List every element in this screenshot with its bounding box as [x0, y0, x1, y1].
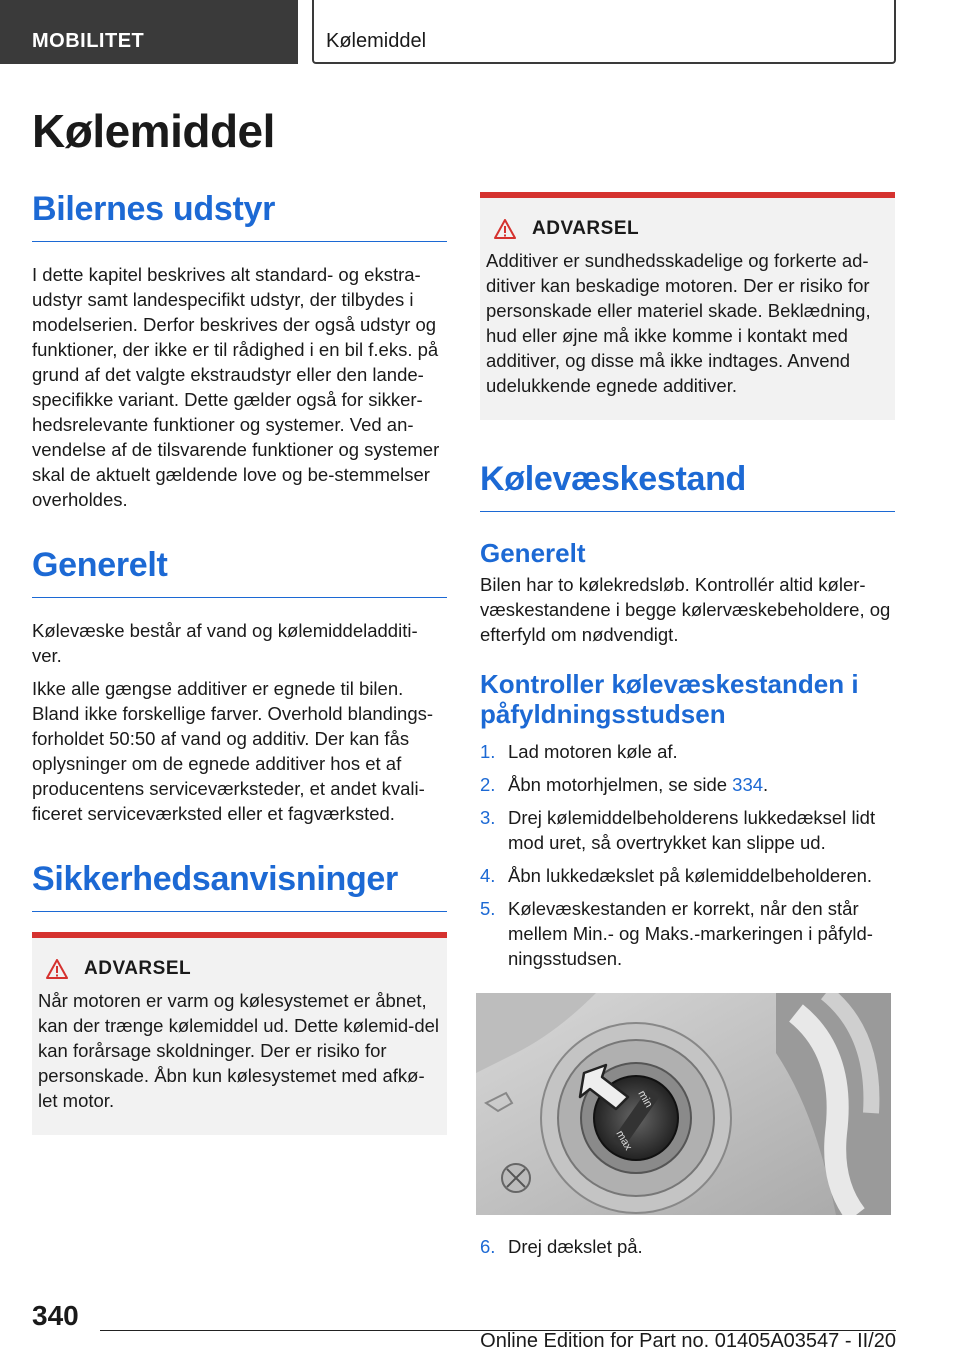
subheading-kontroller: Kontroller kølevæskestanden i påfyldningsstudsen	[480, 669, 859, 729]
step-text: Lad motoren køle af.	[508, 741, 678, 762]
heading-generelt: Generelt	[32, 546, 447, 598]
page-title: Kølemiddel	[32, 105, 275, 157]
step-number: 3.	[480, 807, 496, 828]
step-text: Drej kølemiddelbeholderens lukkedæksel lidt mod uret, så overtrykket kan slippe ud.	[508, 807, 876, 853]
photo-label-min: min	[635, 1088, 655, 1110]
warning-triangle-icon	[46, 959, 68, 979]
warning-box-left	[32, 932, 447, 1135]
list-item	[480, 772, 895, 797]
heading-kolevaeskestand: Kølevæskestand	[480, 460, 895, 512]
step-number: 6.	[480, 1236, 496, 1257]
right-column	[480, 192, 895, 1267]
page-reference-link[interactable]: 334	[732, 774, 764, 795]
step-number: 5.	[480, 898, 496, 919]
warning-box-right	[480, 192, 895, 420]
text-kolevaeske-generelt: Bilen har to kølekredsløb. Kontrollér altid køler-væskestandene i begge kølervæskebeholdere, og efterfyld om nødvendigt.	[480, 574, 891, 645]
warning-label: ADVARSEL	[84, 958, 192, 979]
header-chapter-title: Kølemiddel	[312, 0, 896, 64]
text-generelt-2: Ikke alle gængse additiver er egnede til bilen. Bland ikke forskellige farver. Overhold blandings-forholdet 50:50 af vand og additiv. Der kan fås oplysninger om de egnede additiver hos et af producentens serviceværksteder, et andet kvali-ficeret serviceværksted eller et fagværksted.	[32, 678, 434, 824]
warning-header	[494, 218, 887, 240]
step-text-main: Åbn motorhjelmen, se side	[508, 774, 733, 795]
warning-triangle-icon	[494, 219, 516, 239]
footer-edition: Online Edition for Part no. 01405A03547 - II/20	[480, 1330, 896, 1352]
step-number: 1.	[480, 741, 496, 762]
step-text-after: .	[763, 774, 769, 795]
step-number: 4.	[480, 865, 496, 886]
warning-header	[46, 958, 439, 980]
step-number: 2.	[480, 774, 496, 795]
heading-sikkerhedsanvisninger: Sikkerhedsanvisninger	[32, 860, 447, 912]
list-item	[480, 739, 895, 764]
warning-text-left: Når motoren er varm og kølesystemet er åbnet, kan der trænge kølemiddel ud. Dette kølemid-del kan forårsage skoldninger. Der er risiko for personskade. Åbn kun kølesystemet med afkø-let motor.	[38, 990, 440, 1111]
warning-label: ADVARSEL	[532, 218, 640, 239]
page-number: 340	[32, 1300, 79, 1331]
photo-label-max: max	[613, 1128, 635, 1153]
list-item	[480, 1234, 895, 1259]
coolant-filler-neck-illustration	[476, 993, 891, 1215]
header-section-tab: MOBILITET	[0, 0, 298, 64]
step-text	[508, 772, 768, 797]
list-item	[480, 863, 895, 888]
step-text: Kølevæskestanden er korrekt, når den står mellem Min.- og Maks.-markeringen i påfyld-ningsstudsen.	[508, 898, 873, 969]
list-item	[480, 896, 895, 971]
text-generelt-1: Kølevæske består af vand og kølemiddeladditi-ver.	[32, 620, 418, 666]
heading-bilernes-udstyr: Bilernes udstyr	[32, 190, 447, 242]
subheading-generelt: Generelt	[480, 538, 586, 568]
steps-list-continued	[480, 1234, 895, 1259]
steps-list	[480, 739, 895, 971]
step-text: Åbn lukkedækslet på kølemiddelbeholderen.	[508, 865, 873, 886]
step-text: Drej dækslet på.	[508, 1236, 643, 1257]
text-bilernes-udstyr: I dette kapitel beskrives alt standard- og ekstra-udstyr samt landespecifikt udstyr, der tilbydes i modelserien. Derfor beskrives der også udstyr og funktioner, der ikke er til rådighed i en bil f.eks. på grund af det valgte ekstraudstyr eller den lande-specifikke variant. Dette gælder også for sikker-hedsrelevante funktioner og systemer. Ved an-vendelse af de tilsvarende funktioner og systemer skal de aktuelt gældende love og be-stemmelser overholdes.	[32, 264, 440, 510]
left-column	[32, 190, 447, 1135]
list-item	[480, 805, 895, 855]
warning-text-right: Additiver er sundhedsskadelige og forkerte ad-ditiver kan beskadige motoren. Der er risiko for personskade eller materiel skade. Beklædning, hud eller øjne må ikke komme i kontakt med additiver, og disse må ikke indtages. Anvend udelukkende egnede additiver.	[486, 250, 871, 396]
